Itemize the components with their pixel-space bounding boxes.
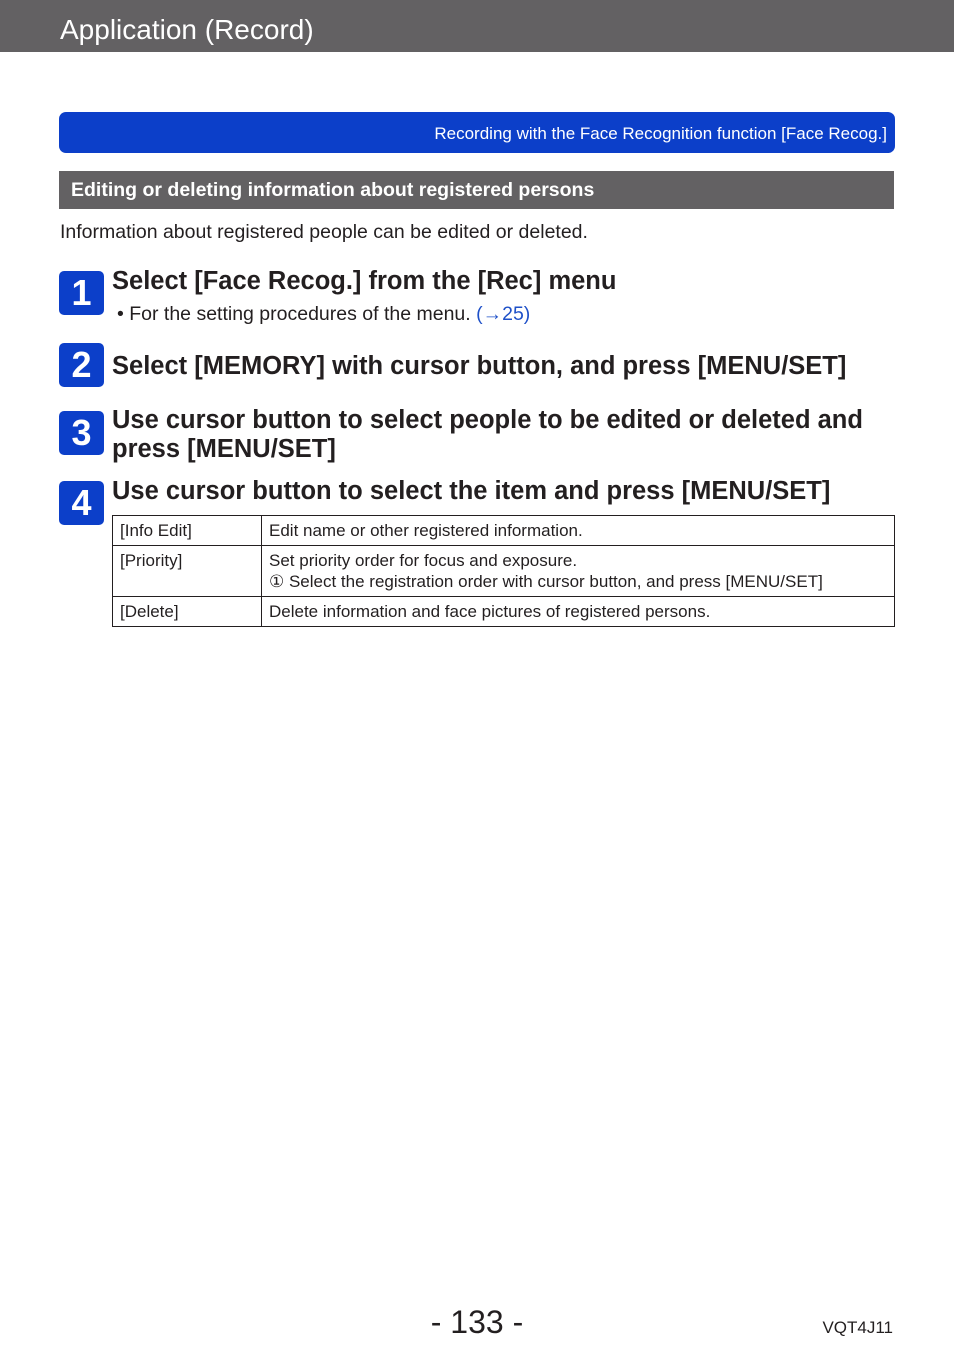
step-1-badge: 1 [59, 271, 104, 315]
document-code: VQT4J11 [822, 1318, 893, 1337]
option-name: [Info Edit] [113, 516, 262, 546]
top-header-bar [0, 0, 954, 52]
step-1-note [117, 302, 530, 326]
option-description-line: Delete information and face pictures of registered persons. [269, 602, 711, 621]
step-4-title: Use cursor button to select the item and press [MENU/SET] [112, 477, 831, 505]
step-2-badge: 2 [59, 343, 104, 387]
options-table [112, 515, 895, 627]
table-row [113, 546, 895, 597]
option-description-line: Edit name or other registered information. [269, 521, 583, 540]
section-banner-text: Recording with the Face Recognition function [Face Recog.] [434, 124, 887, 143]
page-reference-link[interactable]: (→25) [476, 303, 531, 325]
option-description [262, 597, 895, 627]
option-name: [Priority] [113, 546, 262, 597]
step-2-title: Select [MEMORY] with cursor button, and press [MENU/SET] [112, 352, 847, 380]
step-3-badge: 3 [59, 411, 104, 455]
section-banner [59, 112, 895, 153]
option-name: [Delete] [113, 597, 262, 627]
option-description [262, 516, 895, 546]
option-description-line: Set priority order for focus and exposure. [269, 551, 578, 570]
step-4-badge: 4 [59, 481, 104, 525]
sub-heading-text: Editing or deleting information about registered persons [71, 179, 595, 201]
table-row [113, 597, 895, 627]
option-description-sub-line: ① Select the registration order with cursor button, and press [MENU/SET] [269, 572, 823, 591]
intro-text: Information about registered people can be edited or deleted. [60, 221, 588, 243]
page-number: - 133 - [430, 1304, 524, 1340]
table-row [113, 516, 895, 546]
chapter-title: Application (Record) [60, 14, 314, 45]
step-3-title: Use cursor button to select people to be edited or deleted and press [MENU/SET] [112, 406, 863, 463]
step-1-note-text: • For the setting procedures of the menu. [117, 303, 477, 325]
sub-heading [59, 171, 894, 209]
step-1-title: Select [Face Recog.] from the [Rec] menu [112, 267, 617, 295]
option-description [262, 546, 895, 597]
